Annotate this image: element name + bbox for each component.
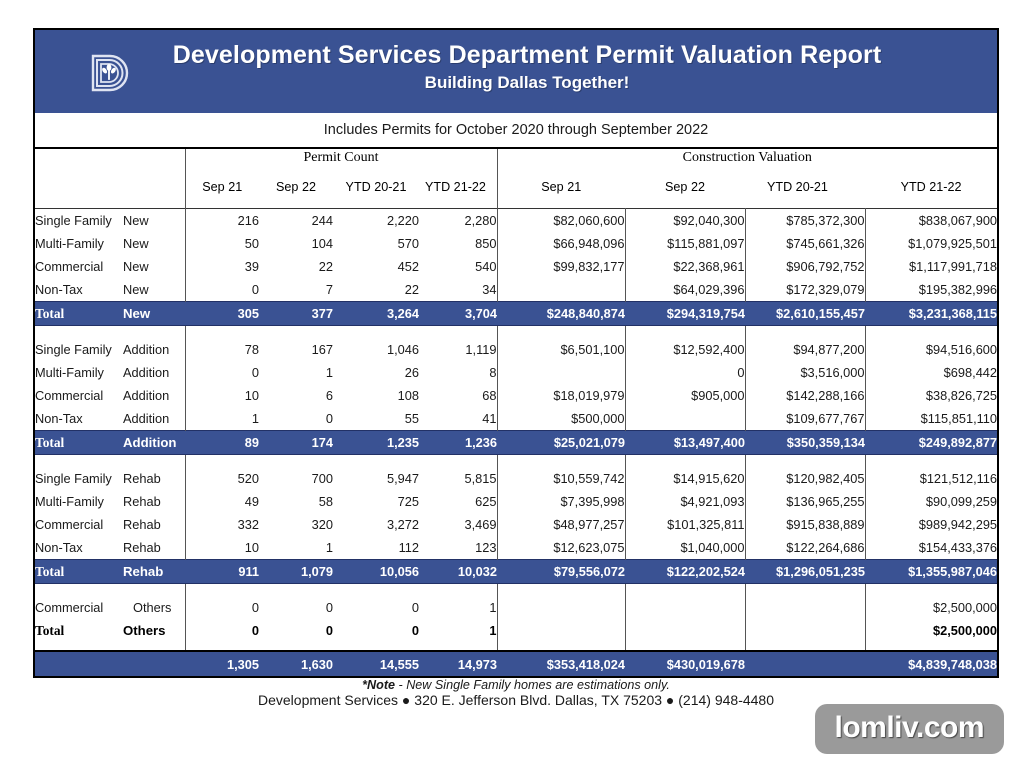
row-type: Addition	[123, 365, 170, 380]
cell-valuation-ytd2122: $989,942,295	[918, 517, 998, 532]
cell-count-ytd2122: 540	[419, 255, 497, 278]
total-valuation-ytd2021: $350,359,134	[745, 431, 865, 455]
total-valuation-sep21: $248,840,874	[497, 302, 625, 326]
total-valuation-sep21: $79,556,072	[497, 560, 625, 584]
table-row	[35, 232, 997, 255]
cell-count-ytd2122: 1	[419, 596, 497, 619]
cell-valuation-ytd2021: $136,965,255	[745, 490, 865, 513]
cell-count-ytd2021: 2,220	[386, 213, 419, 228]
cell-count-sep22: 1	[325, 365, 333, 380]
column-header-count-sep22: Sep 22	[276, 180, 316, 194]
row-type: Addition	[123, 388, 170, 403]
row-type: Rehab	[123, 471, 161, 486]
cell-count-sep21: 216	[185, 209, 259, 233]
row-type: Addition	[123, 342, 170, 357]
total-type: New	[123, 302, 185, 326]
cell-valuation-sep21	[497, 361, 625, 384]
cell-valuation-sep21: $6,501,100	[497, 338, 625, 361]
cell-valuation-ytd2021: $785,372,300	[745, 209, 865, 233]
cell-count-ytd2021: 108	[397, 388, 419, 403]
total-count-sep22: 1,079	[259, 560, 333, 584]
row-type: New	[123, 282, 149, 297]
row-category: Non-Tax	[35, 411, 83, 426]
cell-valuation-sep21: $500,000	[497, 407, 625, 431]
city-of-dallas-logo-icon	[86, 50, 132, 96]
total-count-ytd2021: 0	[411, 623, 419, 638]
table-row	[35, 467, 997, 490]
cell-count-ytd2021: 725	[397, 494, 419, 509]
cell-valuation-ytd2122: $2,500,000	[932, 600, 998, 615]
column-header-count-sep21: Sep 21	[185, 166, 259, 209]
cell-count-ytd2122: 2,280	[419, 209, 497, 233]
cell-count-ytd2021: 55	[404, 411, 419, 426]
permit-valuation-table	[35, 149, 997, 676]
total-label: Total	[35, 560, 123, 584]
table-row	[35, 338, 997, 361]
cell-valuation-ytd2122: $38,826,725	[925, 388, 998, 403]
cell-count-sep22: 0	[325, 411, 333, 426]
footnote-label: *Note	[362, 678, 396, 692]
row-category: Single Family	[35, 471, 112, 486]
cell-valuation-sep22: $12,592,400	[625, 338, 745, 361]
cell-valuation-ytd2122: $1,117,991,718	[909, 259, 998, 274]
grand-valuation-ytd2122: $4,839,748,038	[865, 651, 997, 676]
cell-count-ytd2122: 5,815	[419, 467, 497, 490]
table-row	[35, 209, 997, 233]
total-valuation-sep22: $294,319,754	[625, 302, 745, 326]
cell-valuation-sep21: $48,977,257	[497, 513, 625, 536]
cell-count-ytd2122: 1,119	[419, 338, 497, 361]
total-count-sep21: 0	[185, 619, 259, 642]
column-header-blank	[35, 166, 185, 209]
section-spacer	[35, 455, 997, 468]
report-address-line: Development Services ● 320 E. Jefferson Blvd. Dallas, TX 75203 ● (214) 948-4480	[257, 692, 774, 708]
grand-valuation-ytd2021	[745, 651, 865, 676]
cell-valuation-ytd2021: $109,677,767	[745, 407, 865, 431]
row-type: Others	[133, 600, 172, 615]
cell-valuation-sep21	[497, 278, 625, 302]
cell-valuation-sep22: $905,000	[625, 384, 745, 407]
total-count-sep22: 377	[259, 302, 333, 326]
cell-count-ytd2122: 625	[419, 490, 497, 513]
cell-count-sep22: 0	[325, 600, 333, 615]
cell-valuation-ytd2122: $698,442	[943, 365, 998, 380]
row-category: Commercial	[35, 388, 104, 403]
row-category: Multi-Family	[35, 494, 104, 509]
row-category: Single Family	[35, 213, 112, 228]
row-category: Commercial	[35, 259, 104, 274]
total-count-ytd2122: 1	[419, 619, 497, 642]
report-footnote	[33, 678, 999, 692]
total-valuation-sep21: $25,021,079	[497, 431, 625, 455]
row-type: Rehab	[123, 540, 161, 555]
row-type: New	[123, 213, 149, 228]
cell-count-ytd2021: 26	[404, 365, 419, 380]
cell-valuation-sep22: $14,915,620	[625, 467, 745, 490]
cell-count-sep21: 49	[185, 490, 259, 513]
cell-valuation-ytd2122: $1,079,925,501	[908, 236, 998, 251]
cell-count-sep21: 0	[185, 361, 259, 384]
total-count-sep22: 174	[259, 431, 333, 455]
cell-count-sep22: 7	[325, 282, 333, 297]
cell-valuation-ytd2021: $142,288,166	[745, 384, 865, 407]
table-row	[35, 536, 997, 560]
table-row	[35, 255, 997, 278]
total-count-sep21: 89	[185, 431, 259, 455]
row-category: Commercial	[35, 600, 104, 615]
cell-count-ytd2021: 112	[398, 540, 419, 555]
cell-valuation-sep21	[497, 596, 625, 619]
total-count-ytd2021: 10,056	[333, 560, 419, 584]
section-spacer	[35, 326, 997, 339]
cell-count-ytd2122: 34	[419, 278, 497, 302]
cell-valuation-sep21: $82,060,600	[497, 209, 625, 233]
total-count-sep21: 305	[185, 302, 259, 326]
group-header-blank	[35, 149, 185, 166]
table-row	[35, 384, 997, 407]
cell-valuation-sep21: $99,832,177	[497, 255, 625, 278]
watermark-badge: lomliv.com	[815, 704, 1004, 754]
cell-count-sep21: 10	[185, 384, 259, 407]
column-header-valuation-ytd2122: YTD 21-22	[900, 180, 962, 194]
total-row-addition	[35, 431, 997, 455]
section-spacer	[35, 584, 997, 597]
grand-count-ytd2021: 14,555	[333, 651, 419, 676]
cell-count-sep22: 320	[311, 517, 333, 532]
cell-valuation-ytd2122: $121,512,116	[919, 471, 998, 486]
cell-valuation-ytd2122: $195,382,996	[918, 282, 998, 297]
group-header-construction-valuation: Construction Valuation	[497, 149, 997, 166]
total-valuation-ytd2122: $3,231,368,115	[865, 302, 997, 326]
cell-count-sep22: 22	[318, 259, 333, 274]
total-count-ytd2122: 10,032	[419, 560, 497, 584]
total-valuation-ytd2021: $1,296,051,235	[745, 560, 865, 584]
total-label: Total	[35, 431, 123, 455]
cell-valuation-ytd2122: $90,099,259	[925, 494, 998, 509]
grand-count-sep21: 1,305	[185, 651, 259, 676]
permit-valuation-report	[33, 28, 999, 678]
cell-valuation-ytd2021	[745, 596, 865, 619]
row-type: Rehab	[123, 517, 161, 532]
row-category: Multi-Family	[35, 365, 104, 380]
row-type: Rehab	[123, 494, 161, 509]
cell-count-sep22: 104	[311, 236, 333, 251]
cell-count-ytd2122: 850	[419, 232, 497, 255]
cell-count-sep21: 1	[185, 407, 259, 431]
cell-valuation-sep22: $22,368,961	[625, 255, 745, 278]
cell-count-sep21: 50	[185, 232, 259, 255]
cell-count-ytd2021: 452	[397, 259, 419, 274]
row-category: Commercial	[35, 517, 104, 532]
cell-count-ytd2021: 1,046	[386, 342, 419, 357]
group-header-permit-count: Permit Count	[185, 149, 497, 166]
cell-valuation-ytd2021: $94,877,200	[745, 338, 865, 361]
cell-count-sep21: 520	[185, 467, 259, 490]
report-tagline: Building Dallas Together!	[424, 73, 630, 92]
total-valuation-ytd2122: $249,892,877	[865, 431, 997, 455]
cell-valuation-sep21: $12,623,075	[497, 536, 625, 560]
total-count-ytd2122: 1,236	[419, 431, 497, 455]
cell-valuation-ytd2021: $915,838,889	[745, 513, 865, 536]
total-count-sep21: 911	[185, 560, 259, 584]
cell-count-sep21: 332	[185, 513, 259, 536]
total-valuation-ytd2122: $2,500,000	[932, 623, 998, 638]
cell-count-ytd2021: 22	[404, 282, 419, 297]
cell-valuation-sep22	[625, 407, 745, 431]
cell-valuation-ytd2021: $122,264,686	[745, 536, 865, 560]
total-type: Rehab	[123, 560, 185, 584]
total-valuation-ytd2021	[745, 619, 865, 642]
row-type: New	[123, 259, 149, 274]
total-row-others	[35, 619, 997, 642]
row-type: Addition	[123, 411, 170, 426]
total-row-rehab	[35, 560, 997, 584]
cell-count-ytd2021: 3,272	[386, 517, 419, 532]
total-valuation-sep21	[497, 619, 625, 642]
column-header-count-ytd2021: YTD 20-21	[345, 180, 407, 194]
cell-valuation-ytd2122: $838,067,900	[918, 213, 998, 228]
total-valuation-ytd2021: $2,610,155,457	[745, 302, 865, 326]
cell-valuation-sep21: $66,948,096	[497, 232, 625, 255]
cell-count-sep21: 39	[185, 255, 259, 278]
cell-count-sep22: 58	[318, 494, 333, 509]
table-row	[35, 596, 997, 619]
grand-count-sep22: 1,630	[259, 651, 333, 676]
total-count-sep22: 0	[325, 623, 333, 638]
cell-count-ytd2021: 5,947	[386, 471, 419, 486]
cell-valuation-ytd2122: $115,851,110	[920, 411, 998, 426]
row-category: Multi-Family	[35, 236, 104, 251]
table-row	[35, 361, 997, 384]
cell-valuation-sep22: $115,881,097	[625, 232, 745, 255]
row-category: Single Family	[35, 342, 112, 357]
total-count-ytd2021: 1,235	[333, 431, 419, 455]
column-header-valuation-sep22: Sep 22	[665, 180, 705, 194]
cell-count-sep22: 6	[325, 388, 333, 403]
row-category: Non-Tax	[35, 282, 83, 297]
cell-valuation-ytd2021: $3,516,000	[745, 361, 865, 384]
grand-count-ytd2122: 14,973	[419, 651, 497, 676]
table-row	[35, 278, 997, 302]
table-group-header-row	[35, 149, 997, 166]
cell-valuation-ytd2021: $745,661,326	[745, 232, 865, 255]
cell-valuation-ytd2021: $906,792,752	[745, 255, 865, 278]
total-label: Total	[35, 622, 65, 638]
table-row	[35, 513, 997, 536]
total-valuation-sep22: $13,497,400	[625, 431, 745, 455]
column-header-valuation-sep21: Sep 21	[497, 166, 625, 209]
cell-valuation-sep22: $4,921,093	[625, 490, 745, 513]
cell-count-ytd2122: 123	[419, 536, 497, 560]
cell-count-sep22: 1	[325, 540, 333, 555]
column-header-count-ytd2122: YTD 21-22	[425, 180, 486, 194]
report-period-subtitle: Includes Permits for October 2020 through September 2022	[35, 113, 997, 149]
total-row-new	[35, 302, 997, 326]
total-count-ytd2021: 3,264	[333, 302, 419, 326]
cell-count-sep21: 0	[185, 596, 259, 619]
total-type: Others	[123, 623, 166, 638]
cell-valuation-sep22: 0	[625, 361, 745, 384]
column-header-valuation-ytd2021: YTD 20-21	[767, 180, 828, 194]
total-valuation-ytd2122: $1,355,987,046	[865, 560, 997, 584]
cell-valuation-sep21: $18,019,979	[497, 384, 625, 407]
report-banner	[35, 30, 997, 113]
cell-count-sep22: 167	[311, 342, 333, 357]
cell-valuation-sep22: $1,040,000	[625, 536, 745, 560]
cell-count-sep21: 10	[185, 536, 259, 560]
table-column-header-row	[35, 166, 997, 209]
grand-valuation-sep22: $430,019,678	[625, 651, 745, 676]
cell-count-sep21: 0	[185, 278, 259, 302]
cell-count-ytd2021: 0	[411, 600, 419, 615]
cell-valuation-ytd2122: $154,433,376	[918, 540, 998, 555]
table-row	[35, 407, 997, 431]
cell-valuation-sep22	[625, 596, 745, 619]
total-type: Addition	[123, 431, 185, 455]
grand-total-row	[35, 651, 997, 676]
row-type: New	[123, 236, 149, 251]
cell-valuation-sep22: $101,325,811	[625, 513, 745, 536]
footnote-text: - New Single Family homes are estimations only.	[395, 678, 670, 692]
cell-count-ytd2122: 68	[419, 384, 497, 407]
cell-valuation-sep22: $92,040,300	[625, 209, 745, 233]
cell-valuation-sep21: $10,559,742	[497, 467, 625, 490]
row-category: Non-Tax	[35, 540, 83, 555]
cell-valuation-sep22: $64,029,396	[625, 278, 745, 302]
cell-valuation-ytd2021: $172,329,079	[745, 278, 865, 302]
total-label: Total	[35, 302, 123, 326]
cell-valuation-ytd2021: $120,982,405	[745, 467, 865, 490]
cell-count-ytd2122: 8	[419, 361, 497, 384]
grand-total-spacer	[35, 642, 997, 651]
table-row	[35, 490, 997, 513]
grand-valuation-sep21: $353,418,024	[497, 651, 625, 676]
total-valuation-sep22: $122,202,524	[625, 560, 745, 584]
cell-count-ytd2122: 41	[419, 407, 497, 431]
cell-count-ytd2021: 570	[397, 236, 419, 251]
grand-total-label	[35, 651, 185, 676]
cell-count-ytd2122: 3,469	[419, 513, 497, 536]
cell-count-sep22: 244	[311, 213, 333, 228]
cell-count-sep22: 700	[311, 471, 333, 486]
cell-valuation-sep21: $7,395,998	[497, 490, 625, 513]
total-valuation-sep22	[625, 619, 745, 642]
total-count-ytd2122: 3,704	[419, 302, 497, 326]
cell-count-sep21: 78	[185, 338, 259, 361]
cell-valuation-ytd2122: $94,516,600	[925, 342, 998, 357]
report-title: Development Services Department Permit Valuation Report	[172, 41, 882, 69]
